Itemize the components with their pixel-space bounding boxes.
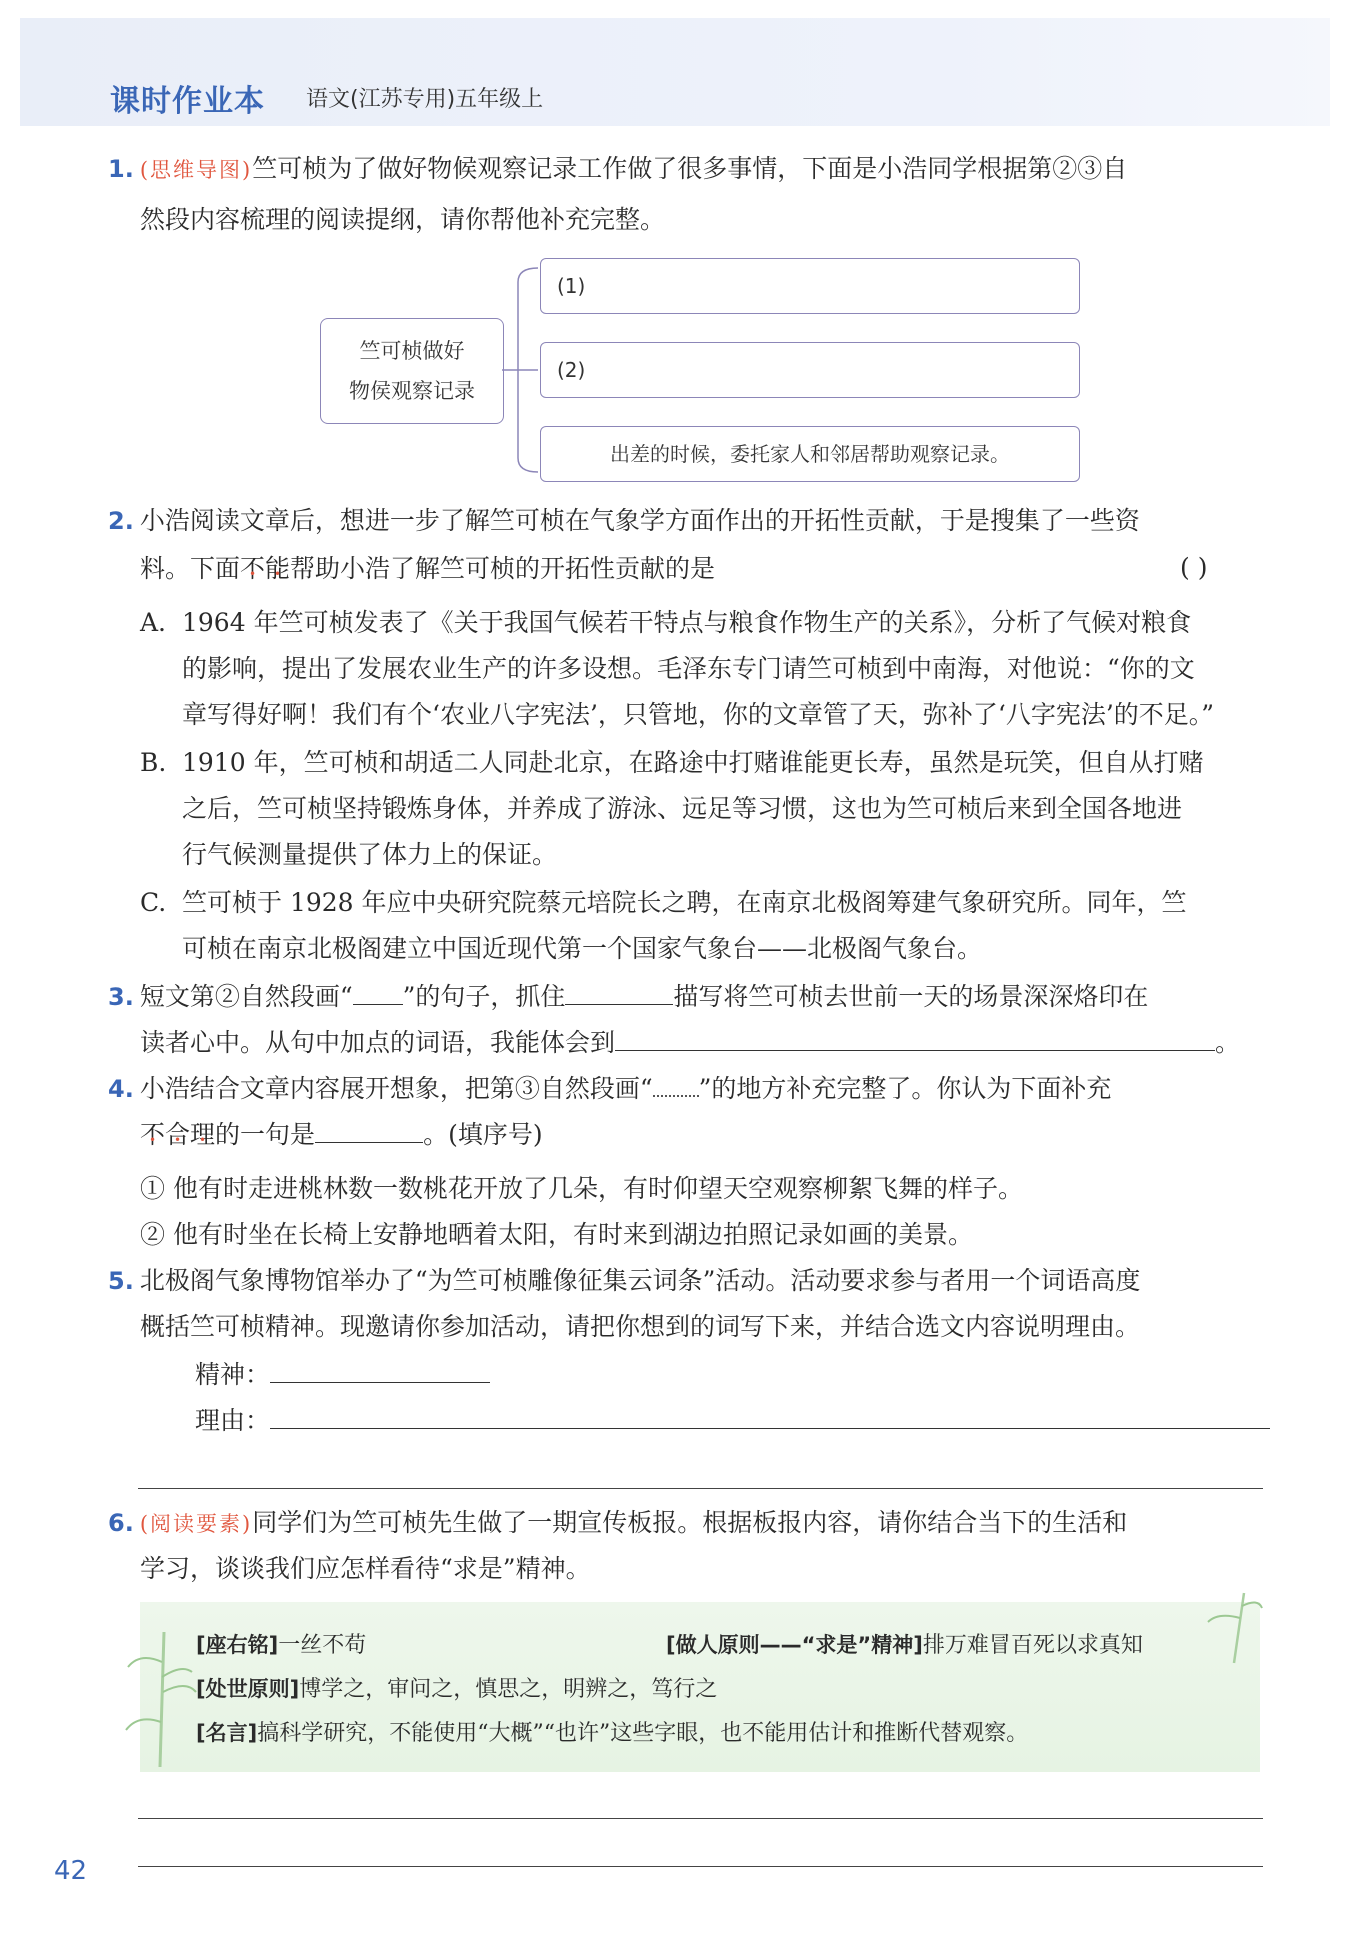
text-segment: 料。下面 <box>140 554 241 583</box>
option-a-label: A. <box>140 608 167 637</box>
option-b-line-2: 之后，竺可桢坚持锻炼身体，并养成了游泳、远足等习惯，这也为竺可桢后来到全国各地进 <box>182 794 1183 823</box>
option-b-line-3: 行气候测量提供了体力上的保证。 <box>182 840 558 869</box>
question-number: 4. <box>108 1075 134 1103</box>
board-text: 博学之，审问之，慎思之，明辨之，笃行之 <box>299 1677 718 1702</box>
bulletin-board <box>140 1602 1260 1772</box>
board-label: [座右铭] <box>196 1633 279 1657</box>
question-2 <box>108 498 1140 544</box>
question-text: 竺可桢为了做好物候观察记录工作做了很多事情，下面是小浩同学根据第②③自 <box>252 154 1128 183</box>
spirit-label: 精神： <box>195 1360 271 1389</box>
mindmap-branch-2[interactable]: (2) <box>540 342 1080 398</box>
text-segment: 。(填序号) <box>423 1120 543 1149</box>
question-text: 北极阁气象博物馆举办了“为竺可桢雕像征集云词条”活动。活动要求参与者用一个词语高度 <box>139 1266 1141 1295</box>
question-text: 小浩阅读文章后，想进一步了解竺可桢在气象学方面作出的开拓性贡献，于是搜集了一些资 <box>139 506 1140 535</box>
reason-row <box>195 1398 1270 1444</box>
wavy-line-mark <box>653 1075 699 1097</box>
question-6 <box>108 1500 1127 1547</box>
board-text: 排万难冒百死以求真知 <box>922 1633 1143 1658</box>
spirit-answer-blank[interactable] <box>270 1356 490 1383</box>
answer-line[interactable] <box>138 1488 1263 1489</box>
bamboo-left-decoration <box>120 1622 200 1772</box>
option-b-line-1: 1910 年，竺可桢和胡适二人同赴北京，在路途中打赌谁能更长寿，虽然是玩笑，但自从打赌 <box>182 748 1204 777</box>
board-label: [做人原则——“求是”精神] <box>666 1633 923 1657</box>
option-b-label: B. <box>140 748 167 777</box>
answer-line[interactable] <box>138 1818 1263 1819</box>
board-label: [处世原则] <box>196 1677 300 1701</box>
emphasis-char: 不 • <box>240 554 265 583</box>
question-5 <box>108 1258 1140 1304</box>
question-4-line-2 <box>140 1112 543 1158</box>
text-segment: ”的地方补充完整了。你认为下面补充 <box>698 1074 1112 1103</box>
board-label: [名言] <box>196 1721 258 1745</box>
question-5-line-2: 概括竺可桢精神。现邀请你参加活动，请把你想到的词写下来，并结合选文内容说明理由。 <box>140 1312 1141 1341</box>
option-c-line-2: 可桢在南京北极阁建立中国近现代第一个国家气象台——北极阁气象台。 <box>182 934 983 963</box>
book-title: 课时作业本 <box>110 84 265 119</box>
question-number: 5. <box>108 1267 134 1295</box>
q4-item-2: ② 他有时坐在长椅上安静地晒着太阳，有时来到湖边拍照记录如画的美景。 <box>140 1220 973 1249</box>
emphasis-char: 不 • <box>140 1120 165 1149</box>
answer-bracket[interactable]: ( ) <box>1180 553 1208 582</box>
emphasis-char: 能 • <box>265 554 290 583</box>
answer-blank[interactable] <box>565 978 673 1005</box>
mindmap-root <box>320 318 504 424</box>
text-segment: 的一句是 <box>215 1120 316 1149</box>
text-segment: 小浩结合文章内容展开想象，把第③自然段画“ <box>139 1074 653 1103</box>
answer-line[interactable] <box>138 1866 1263 1867</box>
text-segment: 短文第②自然段画“ <box>139 982 353 1011</box>
board-text: 搞科学研究，不能使用“大概”“也许”这些字眼，也不能用估计和推断代替观察。 <box>257 1721 1029 1746</box>
spirit-row <box>195 1352 490 1398</box>
question-2-line-2 <box>140 546 715 592</box>
option-a-line-3: 章写得好啊！我们有个‘农业八字宪法’，只管地，你的文章管了天，弥补了‘八字宪法’的不足。” <box>182 700 1215 729</box>
option-a-line-1: 1964 年竺可桢发表了《关于我国气候若干特点与粮食作物生产的关系》，分析了气候对粮食 <box>182 608 1192 637</box>
text-segment: 读者心中。从句中加点的词语，我能体会到 <box>140 1028 616 1057</box>
board-text: 一丝不苟 <box>278 1633 367 1658</box>
emphasis-char: 合 • <box>165 1120 190 1149</box>
page-number: 42 <box>54 1856 88 1886</box>
option-c-line-1: 竺可桢于 1928 年应中央研究院蔡元培院长之聘，在南京北极阁筹建气象研究所。同年，竺 <box>182 888 1187 917</box>
q4-item-1: ① 他有时走进桃林数一数桃花开放了几朵，有时仰望天空观察柳絮飞舞的样子。 <box>140 1174 1023 1203</box>
question-number: 1. <box>108 155 134 183</box>
emphasis-char: 理 • <box>190 1120 215 1149</box>
blank-line <box>353 978 403 1005</box>
board-principle <box>666 1628 1143 1659</box>
question-text: 同学们为竺可桢先生做了一期宣传板报。根据板报内容，请你结合当下的生活和 <box>252 1508 1128 1537</box>
bamboo-right-decoration <box>1194 1588 1264 1668</box>
question-tag: (思维导图) <box>139 158 253 182</box>
mindmap-branch-1[interactable]: (1) <box>540 258 1080 314</box>
question-3-line-2 <box>140 1020 1240 1066</box>
book-subtitle: 语文(江苏专用)五年级上 <box>306 87 544 112</box>
question-1-line-2: 然段内容梳理的阅读提纲，请你帮他补充完整。 <box>140 205 666 234</box>
option-c-label: C. <box>140 888 167 917</box>
board-conduct <box>196 1672 717 1703</box>
question-number: 3. <box>108 983 134 1011</box>
reason-answer-blank[interactable] <box>270 1402 1270 1429</box>
text-segment: ”的句子，抓住 <box>402 982 566 1011</box>
mindmap-connectors <box>0 0 1350 500</box>
text-segment: 。 <box>1215 1028 1241 1057</box>
question-6-line-2: 学习，谈谈我们应怎样看待“求是”精神。 <box>140 1554 591 1583</box>
mindmap-root-line-2: 物侯观察记录 <box>349 379 475 403</box>
question-number: 6. <box>108 1509 134 1537</box>
question-4 <box>108 1066 1111 1112</box>
question-3 <box>108 974 1148 1020</box>
board-quote <box>196 1716 1028 1747</box>
option-a-line-2: 的影响，提出了发展农业生产的许多设想。毛泽东专门请竺可桢到中南海，对他说：“你的文 <box>182 654 1195 683</box>
question-tag: (阅读要素) <box>139 1512 253 1536</box>
reason-label: 理由： <box>195 1406 271 1435</box>
board-motto <box>196 1628 366 1659</box>
question-number: 2. <box>108 507 134 535</box>
answer-blank[interactable] <box>315 1116 423 1143</box>
answer-blank[interactable] <box>615 1024 1215 1051</box>
mindmap-branch-3: 出差的时候，委托家人和邻居帮助观察记录。 <box>540 426 1080 482</box>
text-segment: 描写将竺可桢去世前一天的场景深深烙印在 <box>673 982 1149 1011</box>
mindmap-root-line-1: 竺可桢做好 <box>359 339 465 363</box>
text-segment: 帮助小浩了解竺可桢的开拓性贡献的是 <box>290 554 716 583</box>
